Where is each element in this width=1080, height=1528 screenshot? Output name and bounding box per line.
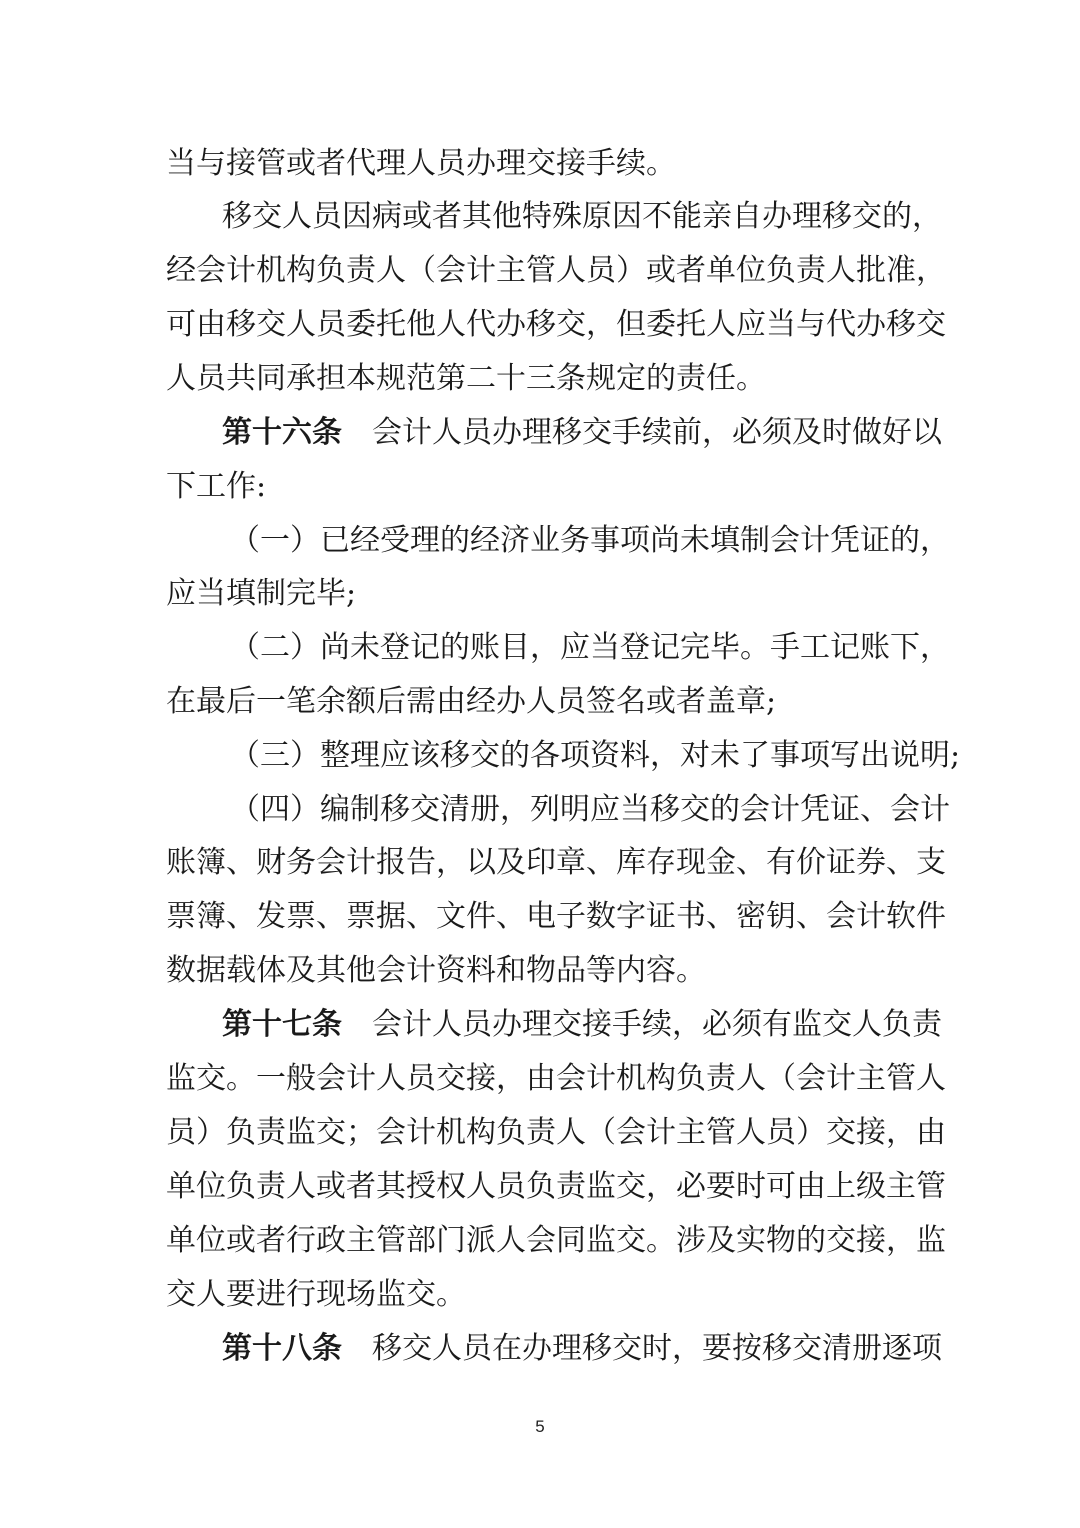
list-item: （三）整理应该移交的各项资料，对未了事项写出说明; — [230, 738, 961, 773]
text-line: 人员共同承担本规范第二十三条规定的责任。 — [166, 361, 766, 396]
article-17-heading: 第十七条 — [222, 1007, 342, 1042]
text-line: 账簿、财务会计报告，以及印章、库存现金、有价证券、支 — [166, 845, 946, 880]
text-line: 员）负责监交；会计机构负责人（会计主管人员）交接，由 — [166, 1115, 946, 1150]
article-16-heading: 第十六条 — [222, 415, 342, 450]
text-line: 当与接管或者代理人员办理交接手续。 — [166, 146, 676, 181]
text-line: 会计人员办理交接手续，必须有监交人负责 — [372, 1007, 942, 1042]
text-line: 单位或者行政主管部门派人会同监交。涉及实物的交接，监 — [166, 1223, 946, 1258]
text-line: 交人要进行现场监交。 — [166, 1277, 466, 1312]
article-16-line — [222, 413, 942, 453]
text-line: 在最后一笔余额后需由经办人员签名或者盖章; — [166, 684, 777, 719]
text-line: 票簿、发票、票据、文件、电子数字证书、密钥、会计软件 — [166, 899, 946, 934]
article-17-line — [222, 1005, 942, 1045]
text-line: 可由移交人员委托他人代办移交，但委托人应当与代办移交 — [166, 307, 946, 342]
text-line: 应当填制完毕; — [166, 576, 357, 611]
text-line: 经会计机构负责人（会计主管人员）或者单位负责人批准， — [166, 253, 946, 288]
list-item: （一）已经受理的经济业务事项尚未填制会计凭证的， — [230, 523, 950, 558]
text-line: 单位负责人或者其授权人员负责监交，必要时可由上级主管 — [166, 1169, 946, 1204]
text-line: 下工作: — [166, 469, 267, 504]
text-line: 监交。一般会计人员交接，由会计机构负责人（会计主管人 — [166, 1061, 946, 1096]
text-line: 数据载体及其他会计资料和物品等内容。 — [166, 953, 706, 988]
article-18-heading: 第十八条 — [222, 1331, 342, 1366]
text-line: 移交人员在办理移交时，要按移交清册逐项 — [372, 1331, 942, 1366]
text-line: 会计人员办理移交手续前，必须及时做好以 — [372, 415, 942, 450]
page-number: 5 — [535, 1417, 545, 1436]
article-18-line — [222, 1329, 942, 1369]
list-item: （二）尚未登记的账目，应当登记完毕。手工记账下， — [230, 630, 950, 665]
list-item: （四）编制移交清册，列明应当移交的会计凭证、会计 — [230, 792, 950, 827]
text-line: 移交人员因病或者其他特殊原因不能亲自办理移交的， — [222, 199, 942, 234]
